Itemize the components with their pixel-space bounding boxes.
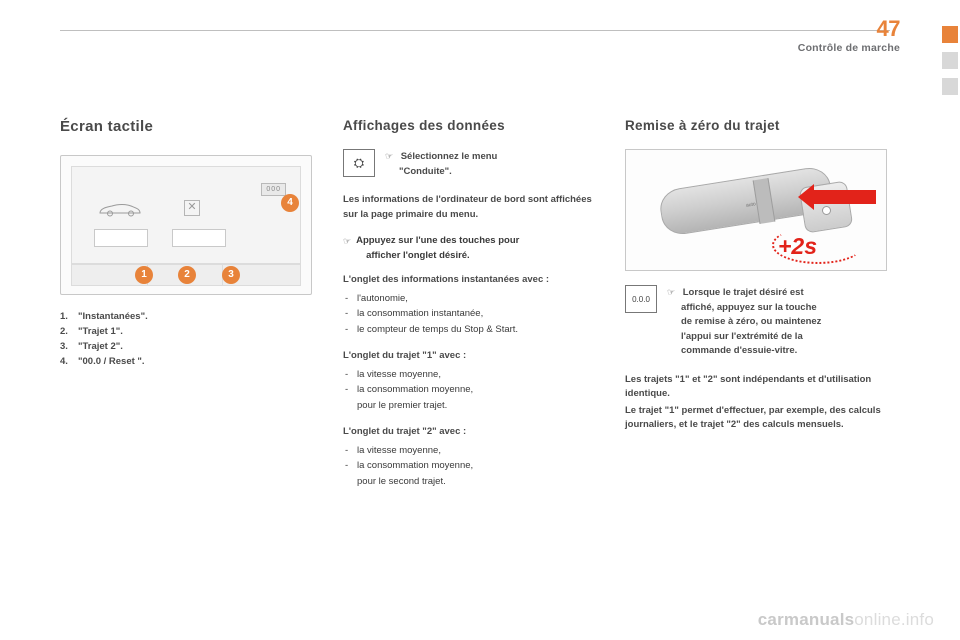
column-touchscreen [60, 118, 312, 369]
watermark-bold: carmanuals [757, 610, 855, 629]
pointing-hand-icon: ☞ [343, 236, 352, 246]
legend-number: 1. [60, 311, 68, 322]
dash-marker: - [345, 384, 349, 395]
close-icon: ✕ [184, 200, 200, 216]
legend-number: 4. [60, 356, 68, 367]
dash-marker: - [345, 444, 349, 456]
group-2-list [343, 368, 595, 414]
list-item [343, 475, 595, 490]
list-item-label: la consommation instantanée, [357, 308, 484, 319]
list-item-label: pour le premier trajet. [357, 399, 448, 411]
list-item [343, 368, 595, 383]
group-1-list [343, 292, 595, 338]
callout-4: 4 [281, 194, 299, 212]
heading-data-display: Affichages des données [343, 118, 505, 133]
list-item [60, 324, 312, 339]
list-item [343, 399, 595, 414]
pointing-hand-icon: ☞ [385, 151, 394, 161]
group-3-list [343, 444, 595, 490]
column-trip-reset [625, 118, 887, 445]
reset-badge: 000 [261, 183, 286, 196]
list-item-label: la consommation moyenne, [357, 460, 474, 471]
paragraph-trip-independence: Les trajets "1" et "2" sont indépendants et d'utilisation identique. [625, 373, 872, 399]
heading-touchscreen: Écran tactile [60, 118, 154, 135]
action-press-key [343, 234, 595, 263]
paragraph-info-source: Les informations de l'ordinateur de bord sont affichées sur la page primaire du menu. [343, 194, 592, 220]
list-item [343, 444, 595, 459]
list-item-label: la vitesse moyenne, [357, 368, 441, 380]
screen-value-box-left [94, 229, 148, 247]
trip-computer-glyph: ⛭ [353, 155, 365, 170]
dash-marker: - [345, 292, 349, 304]
edge-tab-dim-2 [942, 78, 958, 95]
reset-line-3: de remise à zéro, ou maintenez [681, 316, 822, 327]
list-item-label: pour le second trajet. [357, 475, 446, 487]
watermark [758, 610, 934, 630]
screen-value-box-right [172, 229, 226, 247]
touchscreen-illustration [60, 155, 312, 295]
menu-instruction-line2: "Conduite". [399, 165, 452, 177]
action-line1: Appuyez sur l'une des touches pour [356, 235, 520, 246]
group-1-title: L'onglet des informations instantanées avec : [343, 274, 550, 285]
list-item [343, 292, 595, 307]
reset-instruction-text [667, 285, 887, 359]
callout-1: 1 [135, 266, 153, 284]
action-line2: afficher l'onglet désiré. [366, 249, 470, 261]
group-2-title: L'onglet du trajet "1" avec : [343, 350, 467, 361]
group-3-title: L'onglet du trajet "2" avec : [343, 426, 467, 437]
menu-instruction-text [385, 149, 595, 179]
reset-line-5: commande d'essuie-vitre. [681, 345, 798, 356]
car-icon [98, 201, 142, 217]
trip-computer-icon [343, 149, 375, 177]
dash-marker: - [345, 308, 349, 319]
list-item [343, 459, 595, 474]
reset-line-4: l'appui sur l'extrémité de la [681, 330, 803, 342]
reset-instruction-row [625, 285, 887, 359]
list-item [343, 323, 595, 338]
list-item [60, 309, 312, 324]
hold-duration-label: +2s [778, 233, 818, 259]
dash-marker: - [345, 323, 349, 335]
list-item [343, 383, 595, 398]
dash-marker: - [345, 460, 349, 471]
legend-number: 3. [60, 341, 68, 352]
watermark-light: online.info [854, 610, 934, 629]
edge-tab-active [942, 26, 958, 43]
page-header [798, 18, 900, 54]
list-item-label: le compteur de temps du Stop & Start. [357, 323, 519, 335]
legend-label: "Trajet 2". [78, 341, 123, 352]
legend-list [60, 309, 312, 369]
list-item [60, 354, 312, 369]
legend-label: "Trajet 1". [78, 326, 123, 337]
stalk-button-lower [822, 206, 831, 215]
callout-2: 2 [178, 266, 196, 284]
section-title: Contrôle de marche [797, 42, 900, 54]
list-item [343, 307, 595, 322]
reset-line-1: Lorsque le trajet désiré est [682, 287, 804, 298]
reset-display-icon [625, 285, 657, 313]
header-divider [60, 30, 890, 31]
edge-tab-dim-1 [942, 52, 958, 69]
list-item-label: la vitesse moyenne, [357, 444, 441, 456]
reset-line-2: affiché, appuyez sur la touche [681, 301, 817, 313]
action-text [356, 234, 519, 263]
legend-number: 2. [60, 326, 68, 337]
legend-label: "00.0 / Reset ". [78, 356, 145, 367]
list-item [60, 339, 312, 354]
reset-display-glyph: 0.0.0 [632, 294, 650, 304]
stalk-auto-label: auto [745, 201, 757, 209]
page-number: 47 [876, 16, 900, 41]
legend-label: "Instantanées". [78, 311, 148, 322]
menu-instruction-row [343, 149, 595, 179]
callout-3: 3 [222, 266, 240, 284]
heading-trip-reset: Remise à zéro du trajet [625, 118, 780, 133]
column-data-display [343, 118, 595, 501]
dash-marker: - [345, 368, 349, 380]
press-direction-arrow [814, 190, 876, 204]
menu-instruction-line1: Sélectionnez le menu [400, 151, 498, 162]
list-item-label: l'autonomie, [357, 292, 408, 304]
list-item-label: la consommation moyenne, [357, 384, 474, 395]
pointing-hand-icon: ☞ [667, 287, 676, 297]
paragraph-trip-usage: Le trajet "1" permet d'effectuer, par exemple, des calculs journaliers, et le trajet "2" des calculs mensuels. [625, 404, 881, 430]
wiper-stalk-illustration [625, 149, 887, 271]
screen-inner-area [71, 166, 301, 264]
edge-tab-strip [938, 26, 960, 104]
